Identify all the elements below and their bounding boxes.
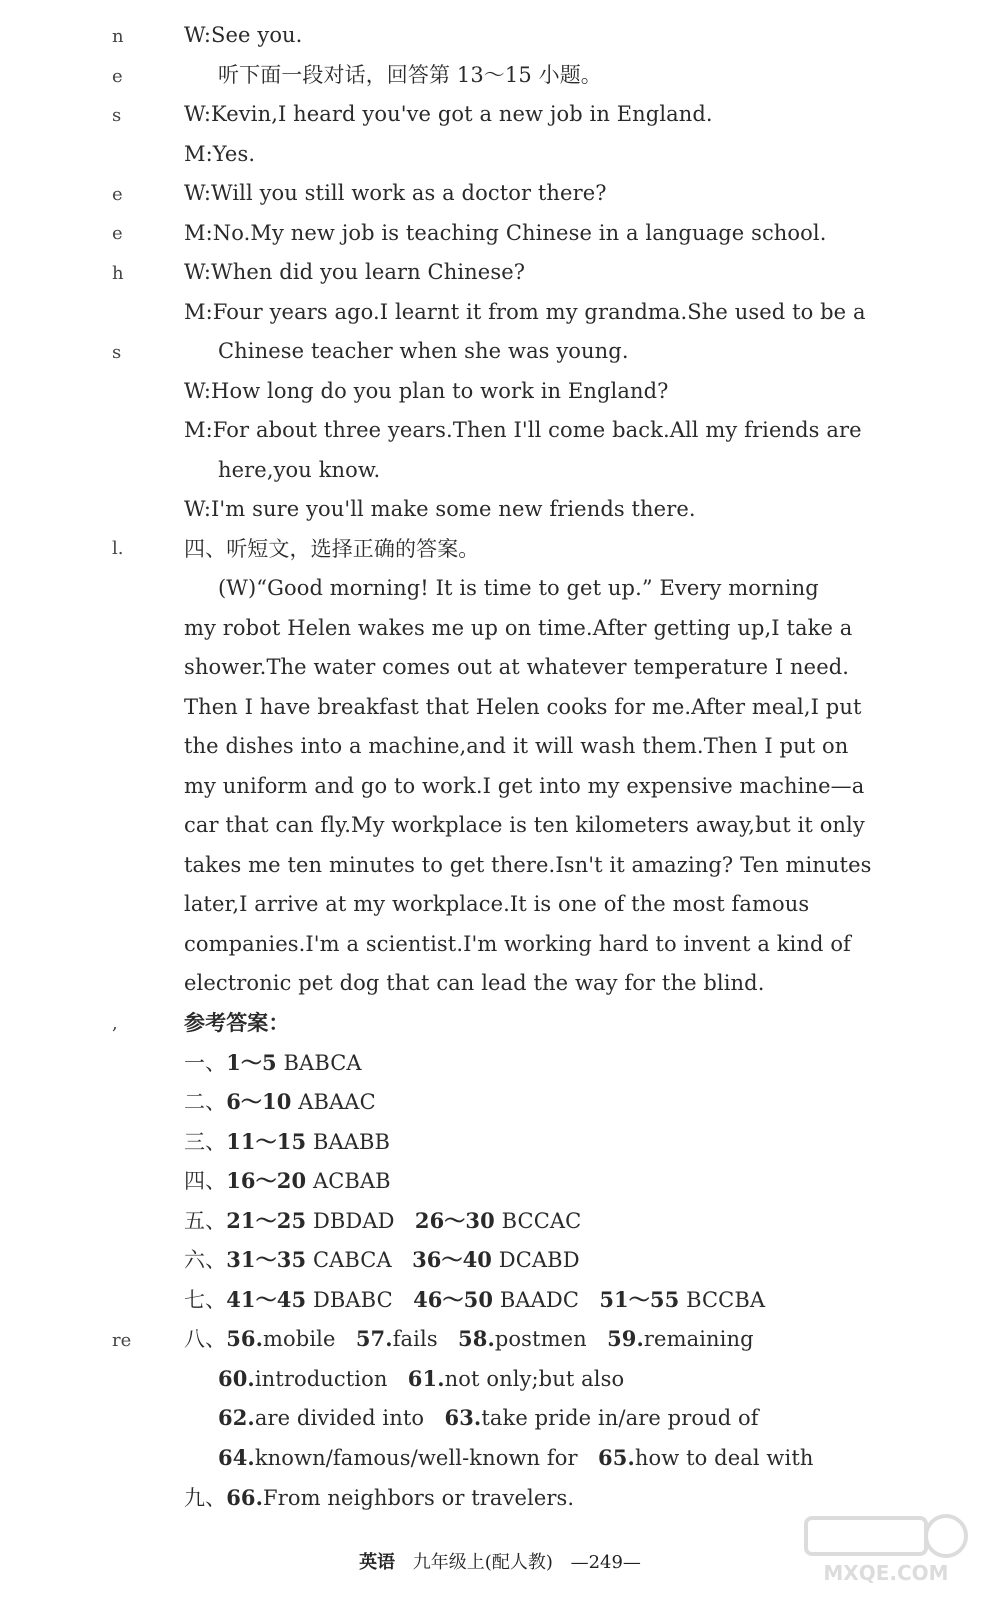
watermark-box-icon [806, 1518, 926, 1554]
answer-range: 6～10 [226, 1089, 292, 1114]
dialogue-line: here,you know. [218, 458, 381, 482]
answer-prefix: 一、 [184, 1051, 227, 1075]
answer-letters: ABAAC [298, 1090, 376, 1114]
dialogue-line: M:No.My new job is teaching Chinese in a language school. [184, 221, 827, 245]
passage-line: takes me ten minutes to get there.Isn't it amazing? Ten minutes [184, 853, 872, 877]
dialogue-line: Chinese teacher when she was young. [218, 339, 629, 363]
answer-row [218, 1365, 624, 1393]
dialogue-line: W:Will you still work as a doctor there? [184, 181, 607, 205]
answer-prefix: 八、 [184, 1327, 227, 1351]
page-number: —249— [570, 1552, 641, 1573]
answer-prefix: 六、 [184, 1248, 227, 1272]
answer-prefix: 二、 [184, 1090, 227, 1114]
passage-line: my uniform and go to work.I get into my expensive machine—a [184, 774, 865, 798]
item-number: 66. [226, 1485, 264, 1510]
item-number: 61. [407, 1366, 445, 1391]
answer-prefix: 七、 [184, 1288, 227, 1312]
gutter-letter: l. [112, 538, 124, 559]
answer-letters: DCABD [498, 1248, 580, 1272]
gutter-letter: h [112, 263, 124, 284]
answer-row [218, 1404, 759, 1432]
passage-line: my robot Helen wakes me up on time.After getting up,I take a [184, 616, 853, 640]
answer-range: 16～20 [226, 1168, 307, 1193]
dialogue-line: M:For about three years.Then I'll come back.All my friends are [184, 418, 862, 442]
item-number: 58. [458, 1326, 495, 1351]
gutter-letter: s [112, 105, 122, 126]
gutter-letter: e [112, 184, 123, 205]
answer-row [184, 1088, 376, 1116]
item-text: mobile [263, 1327, 336, 1351]
answer-range: 21～25 [226, 1208, 307, 1233]
answer-prefix: 三、 [184, 1130, 227, 1154]
answers-heading: 参考答案： [184, 1010, 290, 1035]
item-number: 62. [218, 1405, 255, 1430]
passage-line: (W)“Good morning! It is time to get up.” Every morning [218, 576, 819, 600]
dialogue-line: M:Yes. [184, 142, 256, 166]
answer-letters: CABCA [312, 1248, 392, 1272]
answer-range: 36～40 [412, 1247, 493, 1272]
item-text: how to deal with [634, 1446, 814, 1470]
answer-letters: BCCAC [501, 1209, 582, 1233]
item-number: 64. [218, 1445, 255, 1470]
section-heading: 四、听短文，选择正确的答案。 [184, 537, 480, 561]
answer-range: 31～35 [226, 1247, 307, 1272]
answer-range: 41～45 [226, 1287, 307, 1312]
section-intro: 听下面一段对话，回答第 13～15 小题。 [218, 63, 602, 87]
item-number: 65. [598, 1445, 635, 1470]
watermark-logo [796, 1508, 976, 1588]
answer-prefix: 四、 [184, 1169, 227, 1193]
answer-letters: DBDAD [312, 1209, 395, 1233]
item-text: take pride in/are proud of [481, 1406, 759, 1430]
answer-row [184, 1325, 754, 1353]
gutter-letter: e [112, 223, 123, 244]
dialogue-line: W:I'm sure you'll make some new friends there. [184, 497, 696, 521]
passage-line: electronic pet dog that can lead the way for the blind. [184, 971, 765, 995]
answer-prefix: 九、 [184, 1486, 227, 1510]
passage-line: later,I arrive at my workplace.It is one of the most famous [184, 892, 810, 916]
answer-letters: ACBAB [312, 1169, 391, 1193]
watermark-text: MXQE.COM [823, 1561, 949, 1585]
item-number: 57. [355, 1326, 393, 1351]
gutter-letter: e [112, 66, 123, 87]
answer-row [184, 1484, 574, 1512]
item-text: are divided into [254, 1406, 425, 1430]
item-number: 56. [226, 1326, 264, 1351]
item-text: fails [392, 1327, 438, 1351]
passage-line: car that can fly.My workplace is ten kilometers away,but it only [184, 813, 865, 837]
item-number: 63. [444, 1405, 482, 1430]
answer-range: 1～5 [226, 1050, 277, 1075]
watermark-badge-icon [926, 1516, 966, 1556]
footer-grade: 九年级上(配人教) [412, 1552, 553, 1573]
answer-range: 11～15 [226, 1129, 307, 1154]
answer-row [184, 1049, 362, 1077]
gutter-letter: , [112, 1013, 118, 1034]
answer-letters: BABCA [283, 1051, 362, 1075]
dialogue-line: W:Kevin,I heard you've got a new job in England. [184, 102, 713, 126]
dialogue-line: W:How long do you plan to work in England? [184, 379, 669, 403]
answer-letters: DBABC [312, 1288, 393, 1312]
item-text: introduction [254, 1367, 388, 1391]
answer-letters: BAABB [312, 1130, 391, 1154]
dialogue-line: W:When did you learn Chinese? [184, 260, 526, 284]
answer-row [184, 1167, 391, 1195]
answer-range: 26～30 [414, 1208, 495, 1233]
answer-row [184, 1207, 581, 1235]
item-text: From neighbors or travelers. [263, 1486, 575, 1510]
passage-line: the dishes into a machine,and it will wash them.Then I put on [184, 734, 849, 758]
item-number: 60. [218, 1366, 255, 1391]
answer-range: 51～55 [599, 1287, 680, 1312]
passage-line: Then I have breakfast that Helen cooks for me.After meal,I put [184, 695, 862, 719]
dialogue-line: W:See you. [184, 23, 303, 47]
item-number: 59. [607, 1326, 644, 1351]
answer-row [218, 1444, 814, 1472]
gutter-letter: re [112, 1330, 132, 1351]
answer-letters: BCCBA [686, 1288, 766, 1312]
answer-row [184, 1246, 580, 1274]
answer-prefix: 五、 [184, 1209, 227, 1233]
gutter-letter: n [112, 26, 124, 47]
item-text: postmen [494, 1327, 587, 1351]
answer-range: 46～50 [413, 1287, 494, 1312]
passage-line: shower.The water comes out at whatever temperature I need. [184, 655, 850, 679]
gutter-letter: s [112, 342, 122, 363]
answer-letters: BAADC [499, 1288, 579, 1312]
answer-row [184, 1128, 390, 1156]
item-text: known/famous/well-known for [254, 1446, 578, 1470]
passage-line: companies.I'm a scientist.I'm working hard to invent a kind of [184, 932, 851, 956]
item-text: not only;but also [444, 1367, 625, 1391]
dialogue-line: M:Four years ago.I learnt it from my grandma.She used to be a [184, 300, 866, 324]
answer-row [184, 1286, 765, 1314]
footer-subject: 英语 [359, 1552, 396, 1573]
item-text: remaining [643, 1327, 754, 1351]
